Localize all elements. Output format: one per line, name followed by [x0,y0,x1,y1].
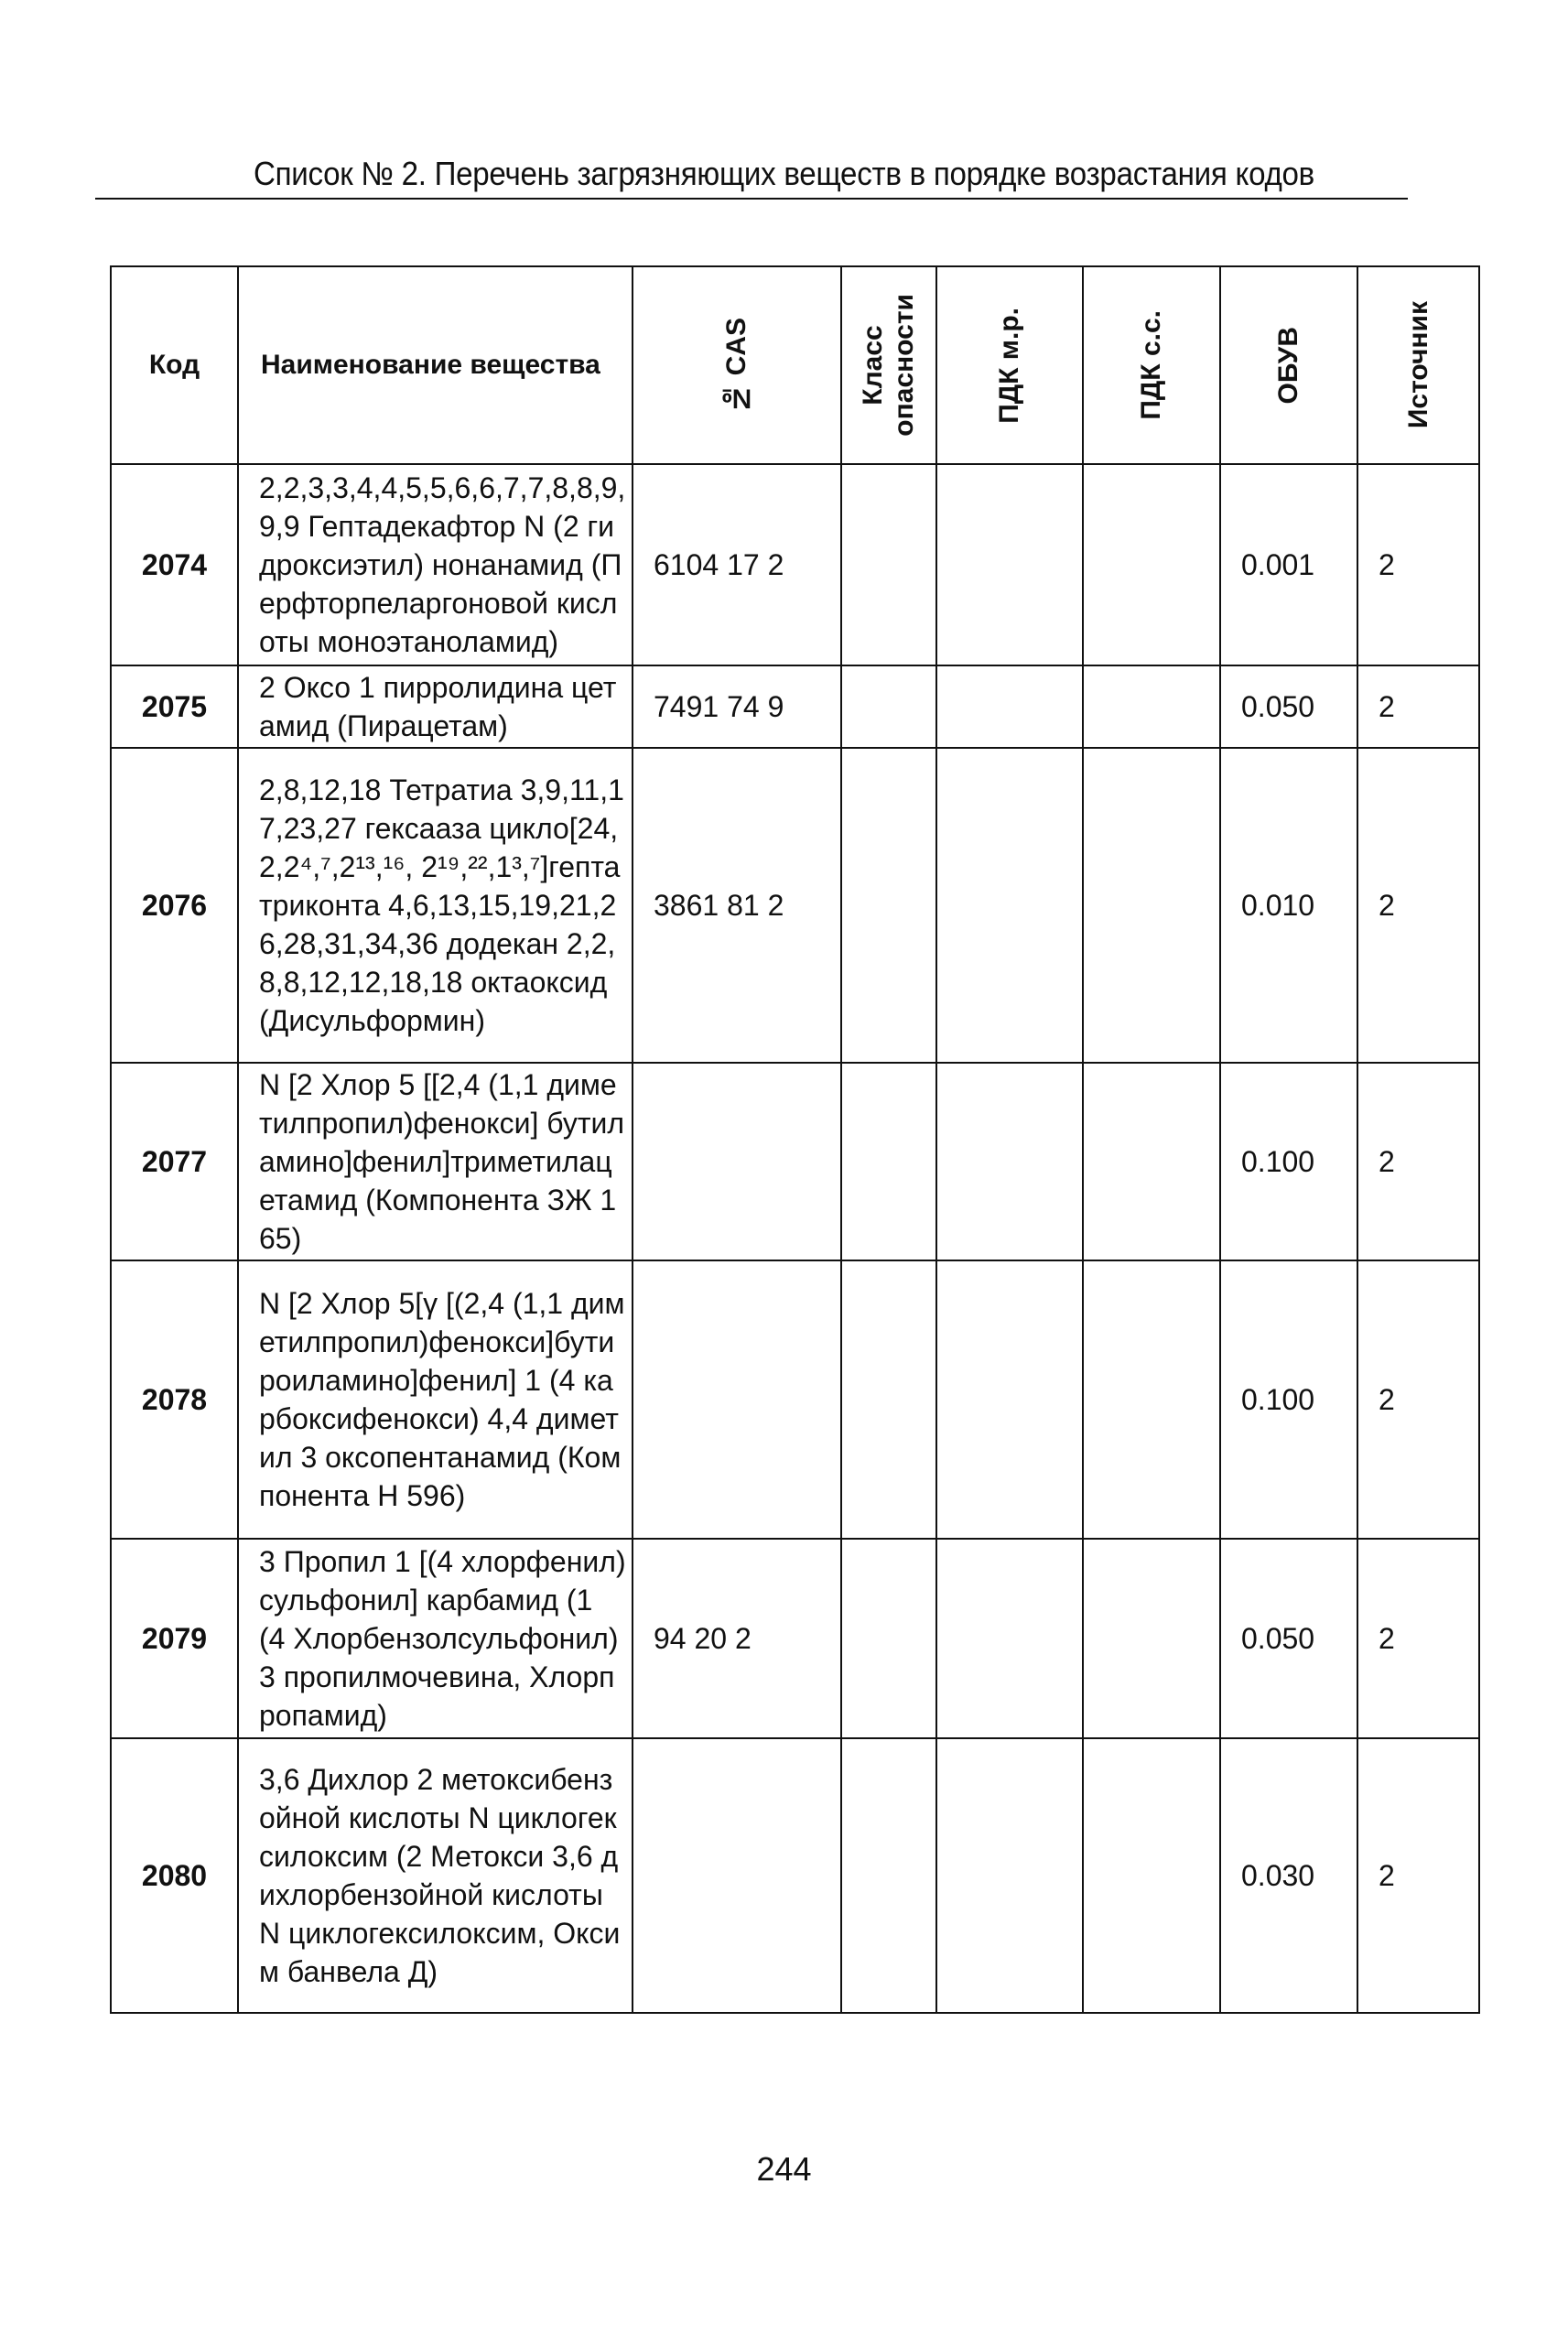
row-hazard-class [841,748,936,1063]
row-obuv: 0.030 [1220,1738,1357,2013]
column-header-hazard-class-label: Класс опасности [858,294,919,437]
row-pdk-mr [936,1539,1083,1738]
row-code: 2077 [111,1063,238,1260]
row-source: 2 [1357,1738,1479,2013]
row-code: 2080 [111,1738,238,2013]
row-source: 2 [1357,1539,1479,1738]
row-pdk-ss [1083,748,1220,1063]
row-code: 2076 [111,748,238,1063]
row-pdk-mr [936,464,1083,665]
column-header-pdk-ss [1083,266,1220,464]
row-cas-number [633,1260,841,1539]
row-hazard-class [841,464,936,665]
column-header-hazard-class [841,266,936,464]
row-pdk-ss [1083,464,1220,665]
row-obuv: 0.050 [1220,1539,1357,1738]
row-code: 2078 [111,1260,238,1539]
row-hazard-class [841,1738,936,2013]
table-row [111,464,1479,665]
row-obuv: 0.100 [1220,1260,1357,1539]
row-substance-name: 2 Оксо 1 пирролидина цетамид (Пирацетам) [238,665,633,748]
page-title: Список № 2. Перечень загрязняющих веществ в порядке возрастания кодов [253,155,1315,192]
row-pdk-ss [1083,665,1220,748]
row-source: 2 [1357,1260,1479,1539]
row-source: 2 [1357,748,1479,1063]
row-pdk-mr [936,665,1083,748]
row-hazard-class [841,665,936,748]
column-header-source-label: Источник [1402,301,1433,429]
row-cas-number [633,1063,841,1260]
row-substance-name: 2,8,12,18 Тетратиа 3,9,11,17,23,27 гексааза цикло[24,2,2⁴,⁷,2¹³,¹⁶, 2¹⁹,²²,1³,⁷]гептатриконта 4,6,13,15,19,21,26,28,31,34,36 додекан 2,2,8,8,12,12,18,18 октаоксид (Дисульформин) [238,748,633,1063]
page-number: 244 [756,2150,812,2188]
row-substance-name: 2,2,3,3,4,4,5,5,6,6,7,7,8,8,9,9,9 Гептадекафтор N (2 гидроксиэтил) нонанамид (Перфторпеларгоновой кислоты моноэтаноламид) [238,464,633,665]
row-source: 2 [1357,464,1479,665]
column-header-code: Код [111,266,238,464]
table-row [111,1260,1479,1539]
row-hazard-class [841,1539,936,1738]
table-row [111,1063,1479,1260]
row-pdk-ss [1083,1539,1220,1738]
row-code: 2075 [111,665,238,748]
table-row [111,1539,1479,1738]
column-header-obuv [1220,266,1357,464]
row-pdk-ss [1083,1260,1220,1539]
row-hazard-class [841,1260,936,1539]
column-header-pdk-mr-label: ПДК м.р. [994,307,1024,424]
row-substance-name: 3,6 Дихлор 2 метоксибензойной кислоты N циклогексилоксим (2 Метокси 3,6 дихлорбензойной кислоты N циклогексилоксим, Оксим банвела Д) [238,1738,633,2013]
row-code: 2079 [111,1539,238,1738]
row-cas-number: 6104 17 2 [633,464,841,665]
column-header-pdk-ss-label: ПДК с.с. [1136,310,1166,420]
column-header-pdk-mr [936,266,1083,464]
row-pdk-mr [936,1260,1083,1539]
row-cas-number: 94 20 2 [633,1539,841,1738]
substances-table [110,265,1480,2014]
column-header-obuv-label: ОБУВ [1273,326,1303,405]
row-source: 2 [1357,665,1479,748]
row-pdk-ss [1083,1738,1220,2013]
title-divider [95,198,1408,200]
row-obuv: 0.001 [1220,464,1357,665]
column-header-cas [633,266,841,464]
row-pdk-mr [936,748,1083,1063]
row-cas-number: 7491 74 9 [633,665,841,748]
table-row [111,665,1479,748]
column-header-cas-label: № CAS [721,317,752,414]
row-substance-name: 3 Пропил 1 [(4 хлорфенил)сульфонил] карбамид (1 (4 Хлорбензолсульфонил) 3 пропилмочевина, Хлорпропамид) [238,1539,633,1738]
row-source: 2 [1357,1063,1479,1260]
column-header-source [1357,266,1479,464]
row-obuv: 0.010 [1220,748,1357,1063]
table-header-row [111,266,1479,464]
row-code: 2074 [111,464,238,665]
row-substance-name: N [2 Хлор 5 [[2,4 (1,1 диметилпропил)фенокси] бутиламино]фенил]триметилацетамид (Компонента ЗЖ 165) [238,1063,633,1260]
row-pdk-ss [1083,1063,1220,1260]
row-obuv: 0.100 [1220,1063,1357,1260]
column-header-name: Наименование вещества [238,266,633,464]
table-row [111,1738,1479,2013]
row-cas-number [633,1738,841,2013]
row-pdk-mr [936,1738,1083,2013]
row-substance-name: N [2 Хлор 5[γ [(2,4 (1,1 диметилпропил)фенокси]бутироиламино]фенил] 1 (4 карбоксифенокси) 4,4 диметил 3 оксопентанамид (Компонента Н 596) [238,1260,633,1539]
row-cas-number: 3861 81 2 [633,748,841,1063]
row-pdk-mr [936,1063,1083,1260]
table-row [111,748,1479,1063]
row-hazard-class [841,1063,936,1260]
row-obuv: 0.050 [1220,665,1357,748]
